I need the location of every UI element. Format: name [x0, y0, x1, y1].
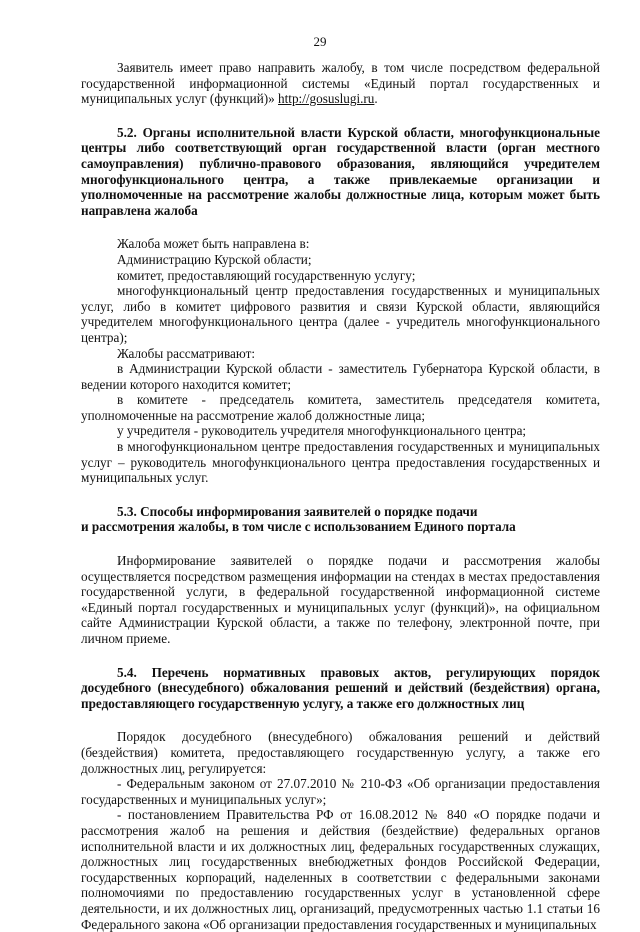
section-heading-5-4: 5.4. Перечень нормативных правовых актов, регулирующих порядок досудебного (внесудебного) обжалования решений и действий (бездействия) органа, предоставляющего государственную услугу, а также его должностных лиц: [81, 664, 600, 711]
section-5-2-line: в Администрации Курской области - заместитель Губернатора Курской области, в ведении которого находится комитет;: [81, 361, 600, 392]
paragraph-text: Заявитель имеет право направить жалобу, в том числе посредством федеральной государственной информационной системы «Единый портал государственных и муниципальных услуг (функций)»: [81, 60, 600, 107]
section-5-2-line: комитет, предоставляющий государственную услугу;: [117, 267, 416, 283]
page-number: 29: [313, 34, 327, 49]
section-5-2-line: у учредителя - руководитель учредителя многофункционального центра;: [117, 423, 527, 439]
section-heading-5-3-line2: и рассмотрения жалобы, в том числе с использованием Единого портала: [81, 519, 516, 535]
paragraph-complaint-right: [81, 60, 600, 107]
section-5-4-line: - Федеральным законом от 27.07.2010 № 210-ФЗ «Об организации предоставления государственных и муниципальных услуг»;: [81, 776, 600, 807]
section-5-2-line: Жалобы рассматривают:: [117, 345, 256, 361]
section-heading-5-3-line1: 5.3. Способы информирования заявителей о порядке подачи: [117, 503, 478, 519]
document-body: [81, 60, 600, 932]
section-5-2-line: в многофункциональном центре предоставления государственных и муниципальных услуг – руководитель многофункционального центра предоставления государственных и муниципальных услуг.: [81, 439, 600, 486]
section-5-3-paragraph: Информирование заявителей о порядке подачи и рассмотрения жалобы осуществляется посредством размещения информации на стендах в местах предоставления государственной услуги, в федеральной государственной информационной системе «Единый портал государственных и муниципальных услуг (функций)», на официальном сайте Администрации Курской области, а также по телефону, электронной почте, при личном приеме.: [81, 553, 600, 646]
section-5-2-line: многофункциональный центр предоставления государственных и муниципальных услуг, либо в комитет цифрового развития и связи Курской области, являющийся учредителем многофункционального центра (далее - учредитель многофункционального центра);: [81, 283, 600, 345]
section-5-4-line: - постановлением Правительства РФ от 16.08.2012 № 840 «О порядке подачи и рассмотрения жалоб на решения и действия (бездействие) федеральных органов исполнительной власти и их должностных лиц, федеральных государственных служащих, должностных лиц государственных внебюджетных фондов Российской Федерации, государственных корпораций, наделенных в соответствии с федеральными законами полномочиями по предоставлению государственных услуг в установленной сфере деятельности, и их должностных лиц, организаций, предусмотренных частью 1.1 статьи 16 Федерального закона «Об организации предоставления государственных и муниципальных: [81, 807, 600, 932]
section-5-4-line: Порядок досудебного (внесудебного) обжалования решений и действий (бездействия) комитета, предоставляющего государственную услугу, а также его должностных лиц, регулируется:: [81, 729, 600, 776]
section-5-2-line: Администрацию Курской области;: [117, 251, 312, 267]
gosuslugi-link[interactable]: http://gosuslugi.ru: [278, 91, 375, 107]
section-heading-5-2: 5.2. Органы исполнительной власти Курской области, многофункциональные центры либо соответствующий орган государственной власти (орган местного самоуправления) публично-правового образования, являющийся учредителем многофункционального центра, а также привлекаемые организации и уполномоченные на рассмотрение жалобы должностные лица, которым может быть направлена жалоба: [81, 124, 600, 218]
paragraph-end: .: [374, 91, 378, 107]
section-5-2-line: Жалоба может быть направлена в:: [117, 236, 310, 252]
section-5-2-line: в комитете - председатель комитета, заместитель председателя комитета, уполномоченные на рассмотрение жалоб должностные лица;: [81, 392, 600, 423]
